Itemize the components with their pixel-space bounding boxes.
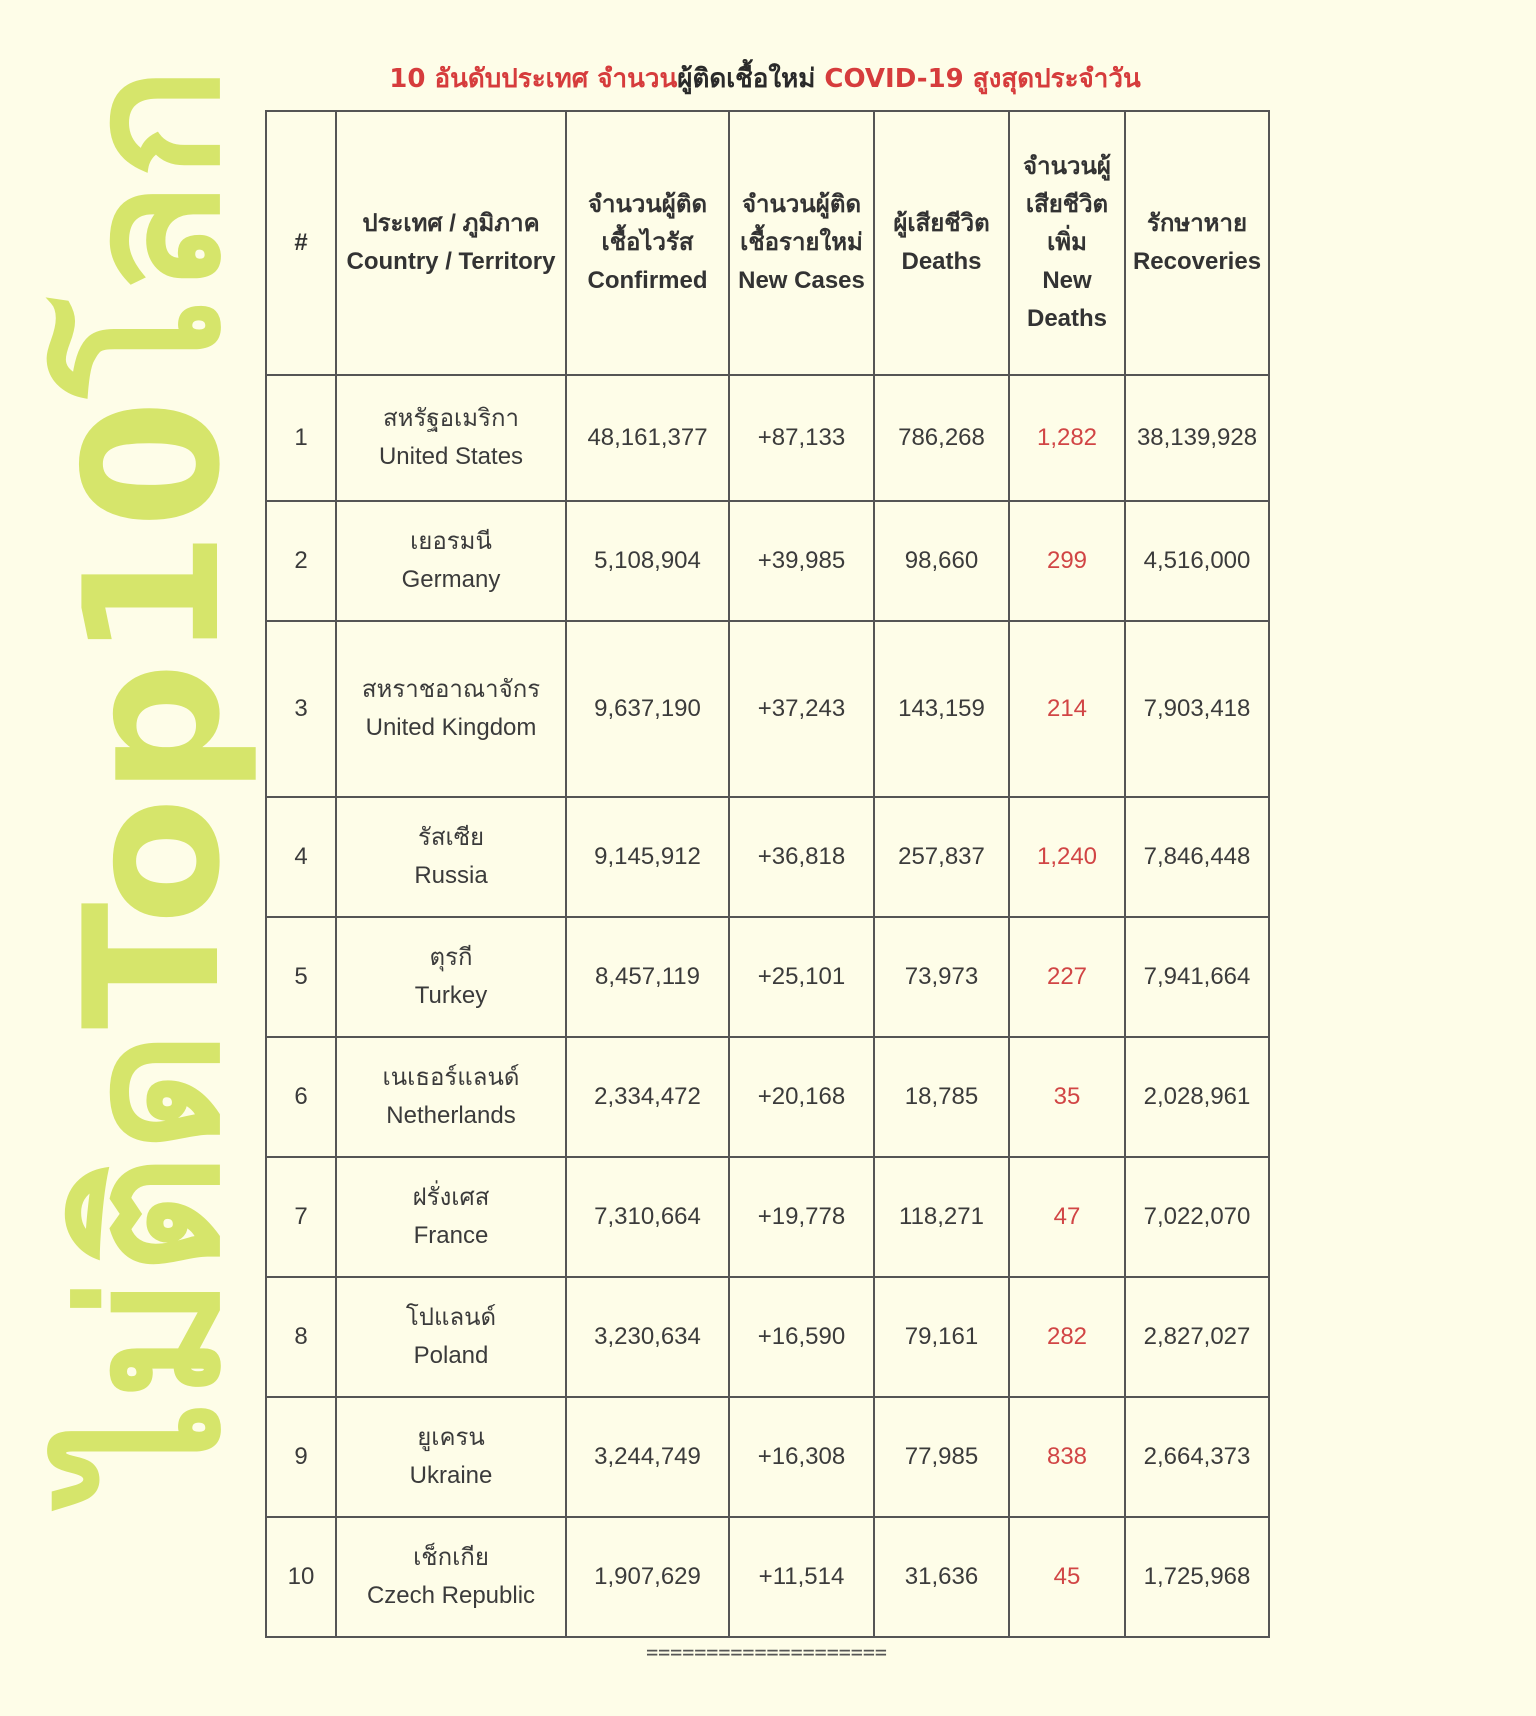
country-name-th: เช็กเกีย — [413, 1544, 489, 1571]
table-row — [266, 501, 1269, 621]
header-recoveries-th: รักษาหาย — [1146, 210, 1248, 237]
title-part-2: ผู้ติดเชื้อใหม่ — [677, 64, 816, 94]
country-cell — [336, 1037, 566, 1157]
header-new-deaths-th-2: เสียชีวิต — [1025, 191, 1109, 218]
header-deaths-en: Deaths — [901, 248, 982, 275]
new-deaths-cell: 47 — [1009, 1157, 1125, 1277]
new-cases-cell: +36,818 — [729, 797, 874, 917]
country-cell — [336, 1397, 566, 1517]
country-name-en: Czech Republic — [366, 1582, 536, 1609]
new-deaths-cell: 838 — [1009, 1397, 1125, 1517]
country-name-th: ตุรกี — [429, 944, 473, 971]
country-cell — [336, 797, 566, 917]
country-name-en: United States — [378, 443, 524, 470]
table-header-row — [266, 111, 1269, 375]
new-cases-cell: +25,101 — [729, 917, 874, 1037]
country-cell — [336, 621, 566, 797]
table-row — [266, 621, 1269, 797]
deaths-cell: 73,973 — [874, 917, 1009, 1037]
table-row — [266, 917, 1269, 1037]
country-cell — [336, 917, 566, 1037]
recoveries-cell: 4,516,000 — [1125, 501, 1269, 621]
header-new-deaths-th-3: เพิ่ม — [1047, 229, 1087, 256]
recoveries-cell: 7,022,070 — [1125, 1157, 1269, 1277]
header-country — [336, 111, 566, 375]
table-row — [266, 797, 1269, 917]
rank-cell: 1 — [266, 375, 336, 501]
header-new-cases — [729, 111, 874, 375]
new-cases-cell: +39,985 — [729, 501, 874, 621]
country-name-en: United Kingdom — [365, 714, 537, 741]
country-cell — [336, 375, 566, 501]
country-name-th: เยอรมนี — [410, 528, 492, 555]
rank-cell: 4 — [266, 797, 336, 917]
confirmed-cell: 48,161,377 — [566, 375, 729, 501]
confirmed-cell: 2,334,472 — [566, 1037, 729, 1157]
separator-line: ==================== — [646, 1640, 887, 1664]
header-new-deaths — [1009, 111, 1125, 375]
header-new-deaths-en-1: New — [1042, 267, 1092, 294]
header-confirmed-th-2: เชื้อไวรัส — [601, 229, 694, 256]
deaths-cell: 18,785 — [874, 1037, 1009, 1157]
confirmed-cell: 8,457,119 — [566, 917, 729, 1037]
confirmed-cell: 9,145,912 — [566, 797, 729, 917]
header-new-cases-th-1: จำนวนผู้ติด — [741, 191, 862, 218]
country-name-en: Germany — [401, 566, 501, 593]
country-cell — [336, 1157, 566, 1277]
confirmed-cell: 3,244,749 — [566, 1397, 729, 1517]
table-row — [266, 1517, 1269, 1637]
side-banner-text: ไม่ติดTop10โลก — [44, 64, 261, 1495]
rank-cell: 8 — [266, 1277, 336, 1397]
country-name-en: Ukraine — [409, 1462, 493, 1489]
new-deaths-cell: 214 — [1009, 621, 1125, 797]
recoveries-cell: 1,725,968 — [1125, 1517, 1269, 1637]
country-cell — [336, 1277, 566, 1397]
ranking-table — [265, 110, 1270, 1638]
rank-cell: 2 — [266, 501, 336, 621]
header-recoveries — [1125, 111, 1269, 375]
confirmed-cell: 7,310,664 — [566, 1157, 729, 1277]
deaths-cell: 257,837 — [874, 797, 1009, 917]
country-name-th: สหรัฐอเมริกา — [383, 405, 519, 432]
rank-cell: 5 — [266, 917, 336, 1037]
header-confirmed — [566, 111, 729, 375]
page-title — [265, 58, 1265, 99]
new-deaths-cell: 45 — [1009, 1517, 1125, 1637]
country-name-th: เนเธอร์แลนด์ — [382, 1064, 520, 1091]
new-deaths-cell: 227 — [1009, 917, 1125, 1037]
new-cases-cell: +37,243 — [729, 621, 874, 797]
header-confirmed-en: Confirmed — [587, 267, 708, 294]
confirmed-cell: 1,907,629 — [566, 1517, 729, 1637]
country-name-en: Turkey — [414, 982, 488, 1009]
deaths-cell: 143,159 — [874, 621, 1009, 797]
header-rank: # — [266, 111, 336, 375]
country-cell — [336, 1517, 566, 1637]
country-name-th: ฝรั่งเศส — [412, 1184, 490, 1211]
new-deaths-cell: 282 — [1009, 1277, 1125, 1397]
confirmed-cell: 3,230,634 — [566, 1277, 729, 1397]
deaths-cell: 31,636 — [874, 1517, 1009, 1637]
header-deaths-th: ผู้เสียชีวิต — [893, 210, 990, 237]
recoveries-cell: 7,941,664 — [1125, 917, 1269, 1037]
header-country-th: ประเทศ / ภูมิภาค — [362, 210, 540, 237]
title-part-3: COVID-19 สูงสุดประจำวัน — [815, 64, 1141, 94]
header-new-cases-th-2: เชื้อรายใหม่ — [740, 229, 863, 256]
deaths-cell: 77,985 — [874, 1397, 1009, 1517]
title-part-1: 10 อันดับประเทศ จำนวน — [389, 64, 678, 94]
rank-cell: 7 — [266, 1157, 336, 1277]
table-row — [266, 1277, 1269, 1397]
new-deaths-cell: 35 — [1009, 1037, 1125, 1157]
new-deaths-cell: 1,282 — [1009, 375, 1125, 501]
deaths-cell: 118,271 — [874, 1157, 1009, 1277]
deaths-cell: 786,268 — [874, 375, 1009, 501]
confirmed-cell: 9,637,190 — [566, 621, 729, 797]
table-row — [266, 375, 1269, 501]
new-deaths-cell: 299 — [1009, 501, 1125, 621]
country-name-en: Poland — [413, 1342, 489, 1369]
new-cases-cell: +19,778 — [729, 1157, 874, 1277]
country-name-en: France — [413, 1222, 489, 1249]
deaths-cell: 79,161 — [874, 1277, 1009, 1397]
country-name-th: รัสเซีย — [417, 824, 485, 851]
country-name-th: สหราชอาณาจักร — [361, 676, 541, 703]
new-cases-cell: +16,308 — [729, 1397, 874, 1517]
header-country-en: Country / Territory — [346, 248, 556, 275]
recoveries-cell: 2,028,961 — [1125, 1037, 1269, 1157]
rank-cell: 10 — [266, 1517, 336, 1637]
country-name-th: โปแลนด์ — [405, 1304, 497, 1331]
header-deaths — [874, 111, 1009, 375]
header-new-cases-en: New Cases — [738, 267, 865, 294]
rank-cell: 6 — [266, 1037, 336, 1157]
recoveries-cell: 2,664,373 — [1125, 1397, 1269, 1517]
recoveries-cell: 7,903,418 — [1125, 621, 1269, 797]
new-cases-cell: +16,590 — [729, 1277, 874, 1397]
rank-cell: 9 — [266, 1397, 336, 1517]
table-row — [266, 1157, 1269, 1277]
country-name-th: ยูเครน — [417, 1424, 485, 1451]
country-cell — [336, 501, 566, 621]
country-name-en: Russia — [414, 862, 488, 889]
table-row — [266, 1037, 1269, 1157]
rank-cell: 3 — [266, 621, 336, 797]
header-confirmed-th-1: จำนวนผู้ติด — [587, 191, 708, 218]
recoveries-cell: 2,827,027 — [1125, 1277, 1269, 1397]
country-name-en: Netherlands — [386, 1102, 516, 1129]
new-deaths-cell: 1,240 — [1009, 797, 1125, 917]
deaths-cell: 98,660 — [874, 501, 1009, 621]
new-cases-cell: +87,133 — [729, 375, 874, 501]
header-new-deaths-th-1: จำนวนผู้ — [1023, 153, 1111, 180]
new-cases-cell: +20,168 — [729, 1037, 874, 1157]
new-cases-cell: +11,514 — [729, 1517, 874, 1637]
confirmed-cell: 5,108,904 — [566, 501, 729, 621]
recoveries-cell: 7,846,448 — [1125, 797, 1269, 917]
header-recoveries-en: Recoveries — [1132, 248, 1262, 275]
recoveries-cell: 38,139,928 — [1125, 375, 1269, 501]
table-row — [266, 1397, 1269, 1517]
header-new-deaths-en-2: Deaths — [1026, 305, 1108, 332]
